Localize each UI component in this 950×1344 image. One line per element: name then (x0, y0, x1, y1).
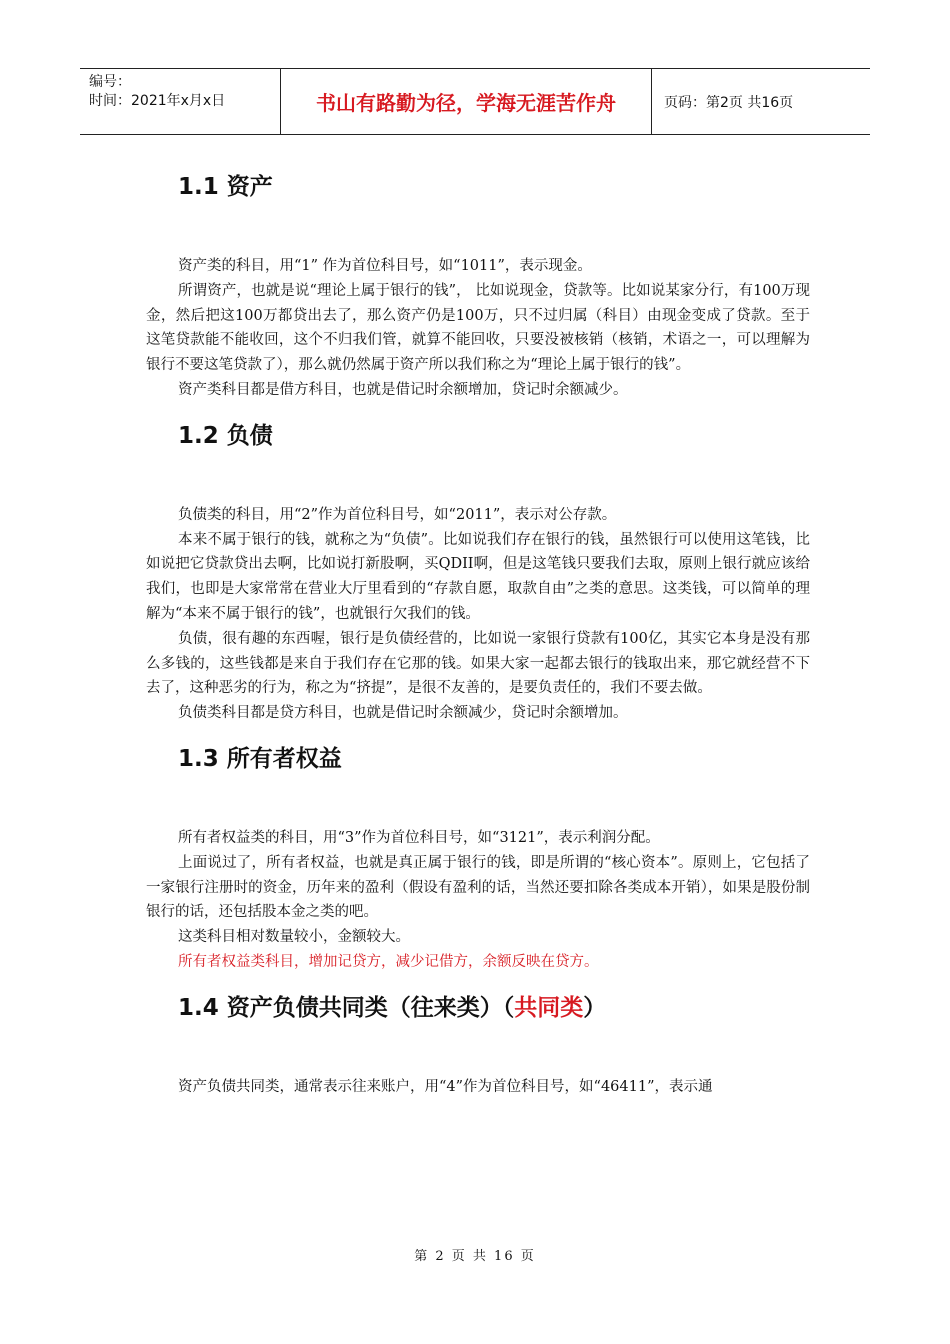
paragraph: 本来不属于银行的钱，就称之为“负债”。比如说我们存在银行的钱，虽然银行可以使用这笔钱，比如说把它贷款贷出去啊，比如说打新股啊，买QDII啊，但是这笔钱只要我们去取，原则上银行就应该给我们，也即是大家常常在营业大厅里看到的“存款自愿，取款自由”之类的意思。这类钱，可以简单的理解为“本来不属于银行的钱”，也就银行欠我们的钱。 (146, 531, 810, 622)
paragraph: 资产类科目都是借方科目，也就是借记时余额增加，贷记时余额减少。 (178, 381, 628, 398)
header-meta (80, 69, 281, 134)
section-title-close: ） (583, 994, 607, 1021)
highlighted-paragraph: 所有者权益类科目，增加记贷方，减少记借方，余额反映在贷方。 (178, 953, 599, 970)
paragraph: 这类科目相对数量较小，金额较大。 (178, 929, 410, 946)
paragraph: 资产负债共同类，通常表示往来账户，用“4”作为首位科目号，如“46411”，表示通 (178, 1078, 713, 1095)
paragraph: 所谓资产，也就是说“理论上属于银行的钱”， 比如说现金，贷款等。比如说某家分行，有100万现金，然后把这100万都贷出去了，那么资产仍是100万，只不过归属（科目）由现金变成了贷款。至于这笔贷款能不能收回，这个不归我们管，就算不能回收，只要没被核销（核销，术语之一，可以理解为银行不要这笔贷款了），那么就仍然属于资产所以我们称之为“理论上属于银行的钱”。 (146, 282, 810, 374)
section-title (178, 993, 810, 1023)
section-owners-equity (146, 744, 810, 975)
section-title: 1.2 负债 (178, 422, 273, 449)
section-title: 1.1 资产 (178, 174, 273, 200)
page-footer: 第 2 页 共 16 页 (414, 1249, 536, 1264)
document-number-label: 编号： (89, 74, 131, 90)
section-common-accounts (146, 993, 810, 1100)
paragraph: 负债类科目都是贷方科目，也就是借记时余额减少，贷记时余额增加。 (178, 705, 628, 722)
paragraph: 负债类的科目，用“2”作为首位科目号，如“2011”，表示对公存款。 (178, 506, 617, 523)
document-date: 时间：2021年x月x日 (89, 93, 226, 109)
section-assets (146, 172, 810, 403)
section-liabilities (146, 421, 810, 726)
paragraph: 负债，很有趣的东西喔，银行是负债经营的，比如说一家银行贷款有100亿，其实它本身是没有那么多钱的，这些钱都是来自于我们存在它那的钱。如果大家一起都去银行的钱取出来，那它就经营不下去了，这种恶劣的行为，称之为“挤提”，是很不友善的，是要负责任的，我们不要去做。 (146, 630, 810, 697)
page-header (80, 68, 870, 135)
header-page-info: 页码：第2页 共16页 (664, 94, 794, 111)
section-title-highlight: 共同类 (514, 994, 584, 1021)
paragraph: 所有者权益类的科目，用“3”作为首位科目号，如“3121”，表示利润分配。 (178, 829, 660, 846)
header-motto: 书山有路勤为径，学海无涯苦作舟 (281, 69, 652, 134)
section-title: 1.3 所有者权益 (178, 745, 342, 772)
paragraph: 上面说过了，所有者权益，也就是真正属于银行的钱，即是所谓的“核心资本”。原则上，它包括了一家银行注册时的资金，历年来的盈利（假设有盈利的话，当然还要扣除各类成本开销），如果是股份制银行的话，还包括股本金之类的吧。 (146, 854, 810, 921)
paragraph: 资产类的科目，用“1” 作为首位科目号，如“1011”，表示现金。 (178, 258, 592, 274)
document-body (146, 160, 810, 1118)
section-title-text: 1.4 资产负债共同类（往来类）（ (178, 994, 515, 1021)
